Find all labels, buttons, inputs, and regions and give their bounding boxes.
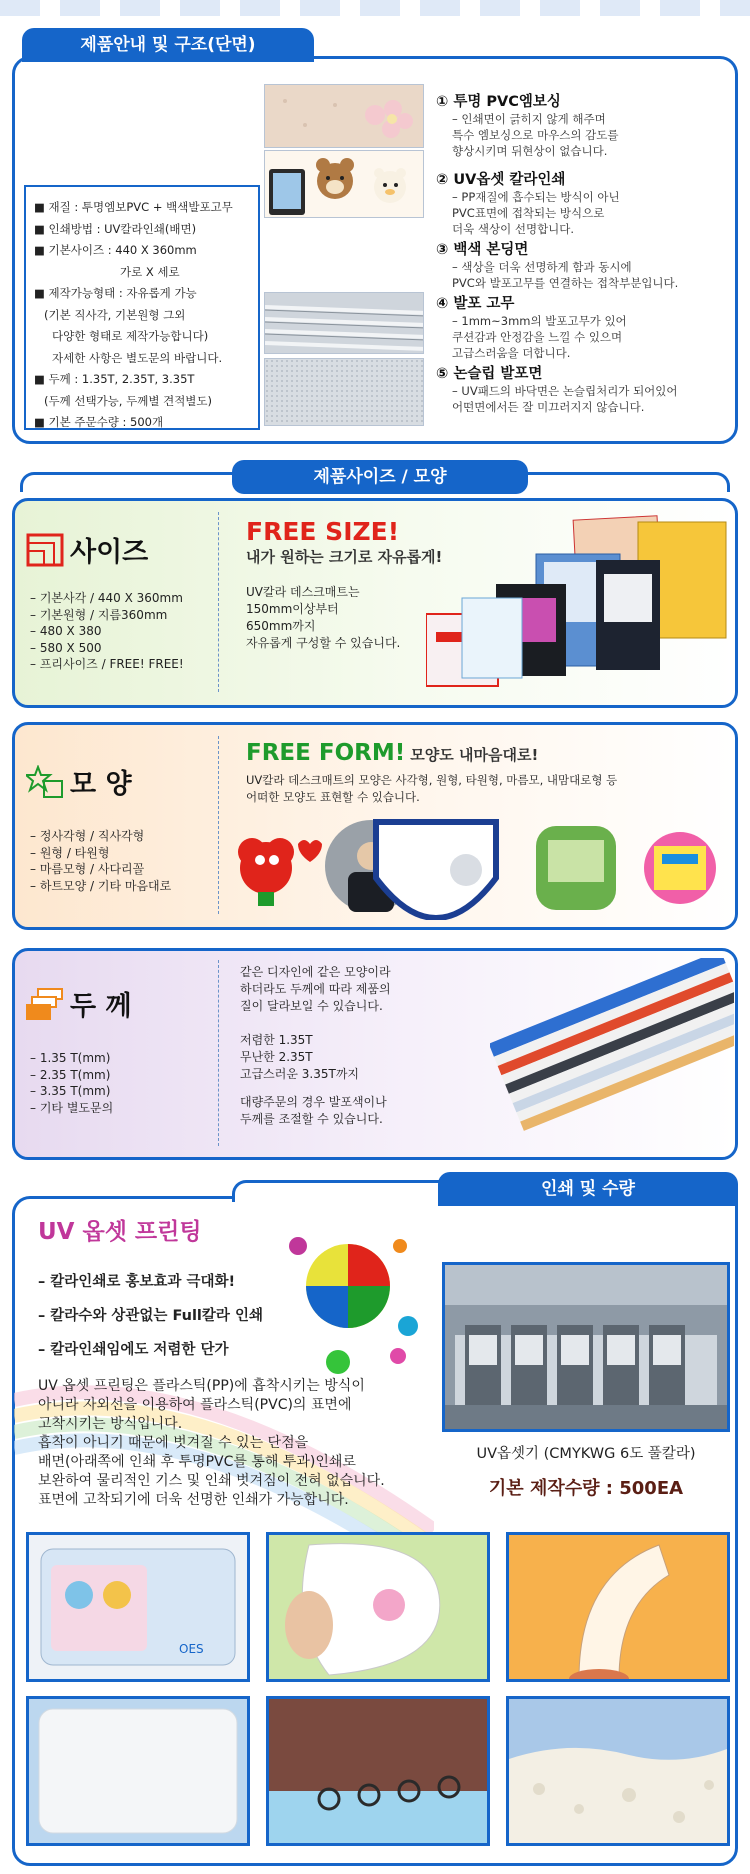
free-form-headline: FREE FORM! 모양도 내마음대로! [246, 740, 539, 766]
feature-desc: – 1mm~3mm의 발포고무가 있어 쿠션감과 안정감을 느낄 수 있으며 고급스러움을 더합니다. [452, 314, 627, 360]
thickness-body-2: 저렴한 1.35T 무난한 2.35T 고급스러운 3.35T까지 [240, 1033, 360, 1081]
feature-title: ③ 백색 본딩면 [436, 242, 529, 258]
feature-1 [436, 90, 736, 159]
list-item: – 2.35 T(mm) [30, 1067, 111, 1082]
thickness-list [30, 1050, 113, 1116]
list-item: – 3.35 T(mm) [30, 1084, 111, 1098]
min-quantity: 기본 제작수량 : 500EA [488, 1478, 684, 1499]
divider [218, 960, 219, 1146]
paint-splash-image [278, 1216, 428, 1376]
feature-title: ⑤ 논슬립 발포면 [436, 366, 543, 382]
spec-list [24, 185, 260, 430]
list-item: – 하트모양 / 기타 마음대로 [30, 878, 172, 893]
shape-samples-image [226, 816, 736, 920]
uv-bullet: – 칼라인쇄임에도 저렴한 단가 [38, 1342, 229, 1358]
uv-bullet: – 칼라인쇄로 홍보효과 극대화! [38, 1274, 236, 1290]
spec-line: (두께 선택가능, 두께별 견적별도) [44, 393, 213, 408]
product-photo-roll [506, 1532, 730, 1682]
thickness-title: 두 께 [26, 984, 132, 1023]
free-size-headline: FREE SIZE! [246, 517, 400, 546]
list-item: – 580 X 500 [30, 640, 102, 655]
free-size-body: UV칼라 데스크매트는 150mm이상부터 650mm까지 자유롭게 구성할 수 있습니다. [246, 585, 401, 650]
shape-title: 모 양 [26, 762, 132, 801]
spec-line: (기본 직사각, 기본원형 그외 [44, 307, 186, 322]
spec-line: ■ 재질 : 투명엠보PVC + 백색발포고무 [34, 200, 233, 214]
shape-list [30, 828, 171, 894]
top-decor-strip [0, 0, 750, 16]
list-item: – 기타 별도문의 [30, 1100, 114, 1115]
layer-photo-print [264, 150, 424, 218]
list-item: – 마름모형 / 사다리꼴 [30, 862, 145, 876]
section-tab-size-shape: 제품사이즈 / 모양 [232, 460, 528, 494]
spec-line: ■ 제작가능형태 : 자유롭게 가능 [34, 286, 197, 300]
free-form-body: UV칼라 데스크매트의 모양은 사각형, 원형, 타원형, 마름모, 내맘대로형 등 어떠한 모양도 표현할 수 있습니다. [246, 773, 618, 804]
feature-desc: – 색상을 더욱 선명하게 함과 동시에 PVC와 발포고무를 연결하는 접착부분입니다. [452, 260, 679, 290]
layer-photo-embossing [264, 84, 424, 148]
list-item: – 1.35 T(mm) [30, 1051, 111, 1065]
spec-line: 가로 X 세로 [120, 264, 180, 279]
thickness-body-3: 대량주문의 경우 발포색이나 두께를 조절할 수 있습니다. [240, 1095, 387, 1126]
thickness-icon [26, 987, 64, 1021]
product-photo-anime-pad [26, 1532, 250, 1682]
product-photo-spiral [266, 1696, 490, 1846]
feature-desc: – UV패드의 바닥면은 논슬립처리가 되어있어 어떤면에서든 잘 미끄러지지 않습니다. [452, 384, 678, 414]
divider [218, 512, 219, 692]
feature-title: ② UV옵셋 칼라인쇄 [436, 172, 566, 188]
spec-line: ■ 두께 : 1.35T, 2.35T, 3.35T [34, 372, 195, 386]
divider [218, 736, 219, 914]
list-item: – 프리사이즈 / FREE! FREE! [30, 657, 184, 671]
spec-line: ■ 기본사이즈 : 440 X 360mm [34, 243, 197, 257]
product-photo-foam-closeup [506, 1696, 730, 1846]
feature-desc: – 인쇄면이 긁히지 않게 해주며 특수 엠보싱으로 마우스의 감도를 향상시키며 뒤현상이 없습니다. [452, 112, 619, 158]
list-item: – 정사각형 / 직사각형 [30, 829, 145, 843]
size-list [30, 590, 184, 673]
feature-title: ① 투명 PVC엠보싱 [436, 94, 561, 110]
size-title: 사이즈 [26, 530, 148, 569]
spec-line: 다양한 형태로 제작가능합니다) [52, 329, 209, 343]
product-photo-bend [266, 1532, 490, 1682]
layer-photo-foam [264, 292, 424, 354]
uv-title: UV 옵셋 프린팅 [38, 1219, 202, 1245]
free-size-subline: 내가 원하는 크기로 자유롭게! [246, 548, 443, 566]
shape-icon [26, 765, 64, 799]
list-item: – 기본사각 / 440 X 360mm [30, 591, 183, 605]
size-icon [26, 533, 64, 567]
spec-line: ■ 인쇄방법 : UV칼라인쇄(배면) [34, 221, 197, 236]
uv-description: UV 옵셋 프린팅은 플라스틱(PP)에 흡착시키는 방식이 아니라 자외선을 이용하여 플라스틱(PVC)의 표면에 고착시키는 방식입니다. 흡착이 아니기 때문에 벗겨질 수 있는 단점을 배면(아래쪽에 인쇄 후 투명PVC를 통해 투과)인쇄로 보완하여 물리적인 기스 및 인쇄 벗겨짐이 전혀 없습니다. 표면에 고착되기에 더욱 선명한 인쇄가 가능합니다. [38, 1378, 385, 1508]
uv-bullet: – 칼라수와 상관없는 Full칼라 인쇄 [38, 1308, 263, 1324]
print-panel-step [232, 1180, 462, 1202]
thickness-stack-image [490, 958, 734, 1142]
list-item: – 480 X 380 [30, 624, 102, 638]
list-item: – 기본원형 / 지름360mm [30, 607, 168, 622]
feature-5 [436, 362, 736, 415]
product-photo-plain [26, 1696, 250, 1846]
feature-desc: – PP재질에 흡수되는 방식이 아닌 PVC표면에 접착되는 방식으로 더욱 색상이 선명합니다. [452, 190, 620, 236]
layer-photo-nonslip [264, 358, 424, 426]
uv-press-machine-photo [442, 1262, 730, 1432]
list-item: – 원형 / 타원형 [30, 845, 110, 860]
feature-2 [436, 168, 736, 237]
section-tab-print: 인쇄 및 수량 [438, 1172, 738, 1206]
feature-3 [436, 238, 736, 291]
svg-text:OES: OES [179, 1642, 204, 1656]
thickness-body-1: 같은 디자인에 같은 모양이라 하더라도 두께에 따라 제품의 질이 달라보일 수 있습니다. [240, 965, 391, 1013]
spec-line: 자세한 사항은 별도문의 바랍니다. [52, 350, 223, 365]
section-tab-structure: 제품안내 및 구조(단면) [22, 28, 314, 62]
feature-title: ④ 발포 고무 [436, 296, 515, 312]
spec-line: ■ 기본 주문수량 : 500개 [34, 415, 164, 429]
size-samples-image [426, 514, 732, 690]
feature-4 [436, 292, 736, 361]
machine-caption: UV옵셋기 (CMYKWG 6도 풀칼라) [476, 1446, 696, 1462]
